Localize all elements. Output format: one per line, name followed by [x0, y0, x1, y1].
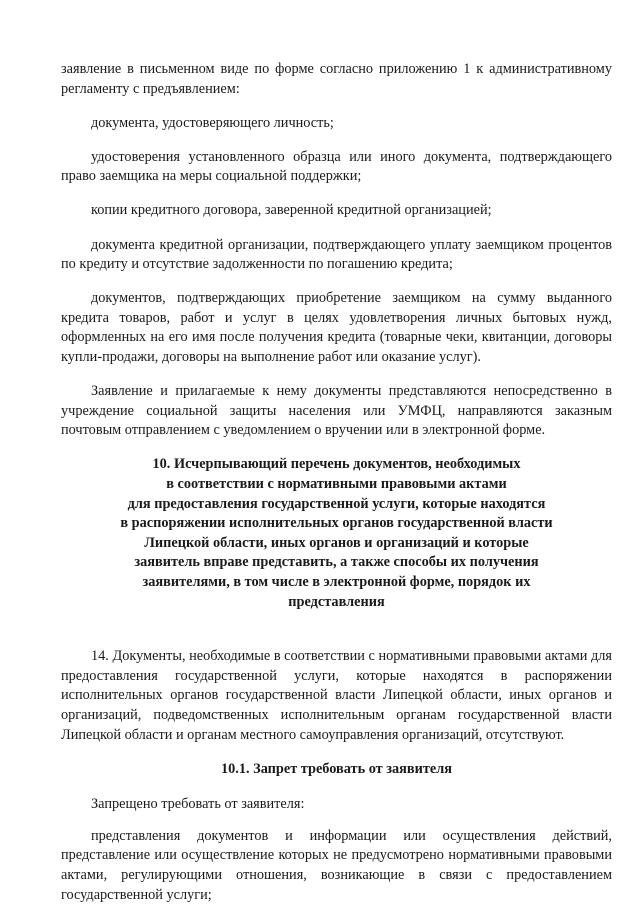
heading-line: в соответствии с нормативными правовыми актами: [166, 476, 507, 492]
list-item-purchase-documents: документов, подтверждающих приобретение заемщиком на сумму выданного кредита товаров, работ и услуг в целях удовлетворения личных бытовых нужд, оформленных на его имя после получения кредита (товарные чеки, квитанции, договоры купли-продажи, договоры на выполнение работ или оказание услуг).: [61, 290, 612, 366]
paragraph-14: 14. Документы, необходимые в соответствии с нормативными правовыми актами для предоставления государственной услуги, которые находятся в распоряжении исполнительных органов государственной власти Липецкой области, иных органов и организаций, подведомственных исполнительным органам государственной власти Липецкой области и органам местного самоуправления организаций, отсутствуют.: [61, 648, 612, 743]
heading-line: Липецкой области, иных органов и организаций и которые: [144, 534, 529, 551]
list-item-bank-document: документа кредитной организации, подтверждающего уплату заемщиком процентов по кредиту и отсутствие задолженности по погашению кредита;: [61, 236, 612, 273]
list-item-identity-document: документа, удостоверяющего личность;: [91, 114, 334, 131]
subsection-heading-10-1: 10.1. Запрет требовать от заявителя: [221, 760, 452, 777]
heading-line: в распоряжении исполнительных органов государственной власти: [120, 515, 553, 532]
list-item-certificate: удостоверения установленного образца или иного документа, подтверждающего право заемщика на меры социальной поддержки;: [61, 148, 612, 185]
heading-line: заявителями, в том числе в электронной форме, порядок их: [142, 573, 531, 590]
heading-line: для предоставления государственной услуги, которые находятся: [127, 495, 546, 512]
paragraph-submission-methods: Заявление и прилагаемые к нему документы представляются непосредственно в учреждение социальной защиты населения или УМФЦ, направляются заказным почтовым отправлением с уведомлением о вручении или в электронной форме.: [61, 383, 612, 439]
heading-line: представления: [288, 593, 385, 610]
list-item-prohibition-1: представления документов и информации или осуществления действий, представление или осуществление которых не предусмотрено нормативными правовыми актами, регулирующими отношения, возникающие в связи с предоставлением государственной услуги;: [61, 827, 612, 903]
heading-line: заявитель вправе представить, а также способы их получения: [134, 554, 539, 571]
heading-line: 10. Исчерпывающий перечень документов, необходимых: [152, 456, 521, 473]
paragraph-prohibition-intro: Запрещено требовать от заявителя:: [91, 796, 305, 813]
paragraph-application-form: заявление в письменном виде по форме согласно приложению 1 к административному регламенту с предъявлением:: [61, 61, 612, 97]
section-heading-10: [61, 455, 612, 612]
list-item-credit-agreement-copy: копии кредитного договора, заверенной кредитной организацией;: [91, 202, 492, 219]
